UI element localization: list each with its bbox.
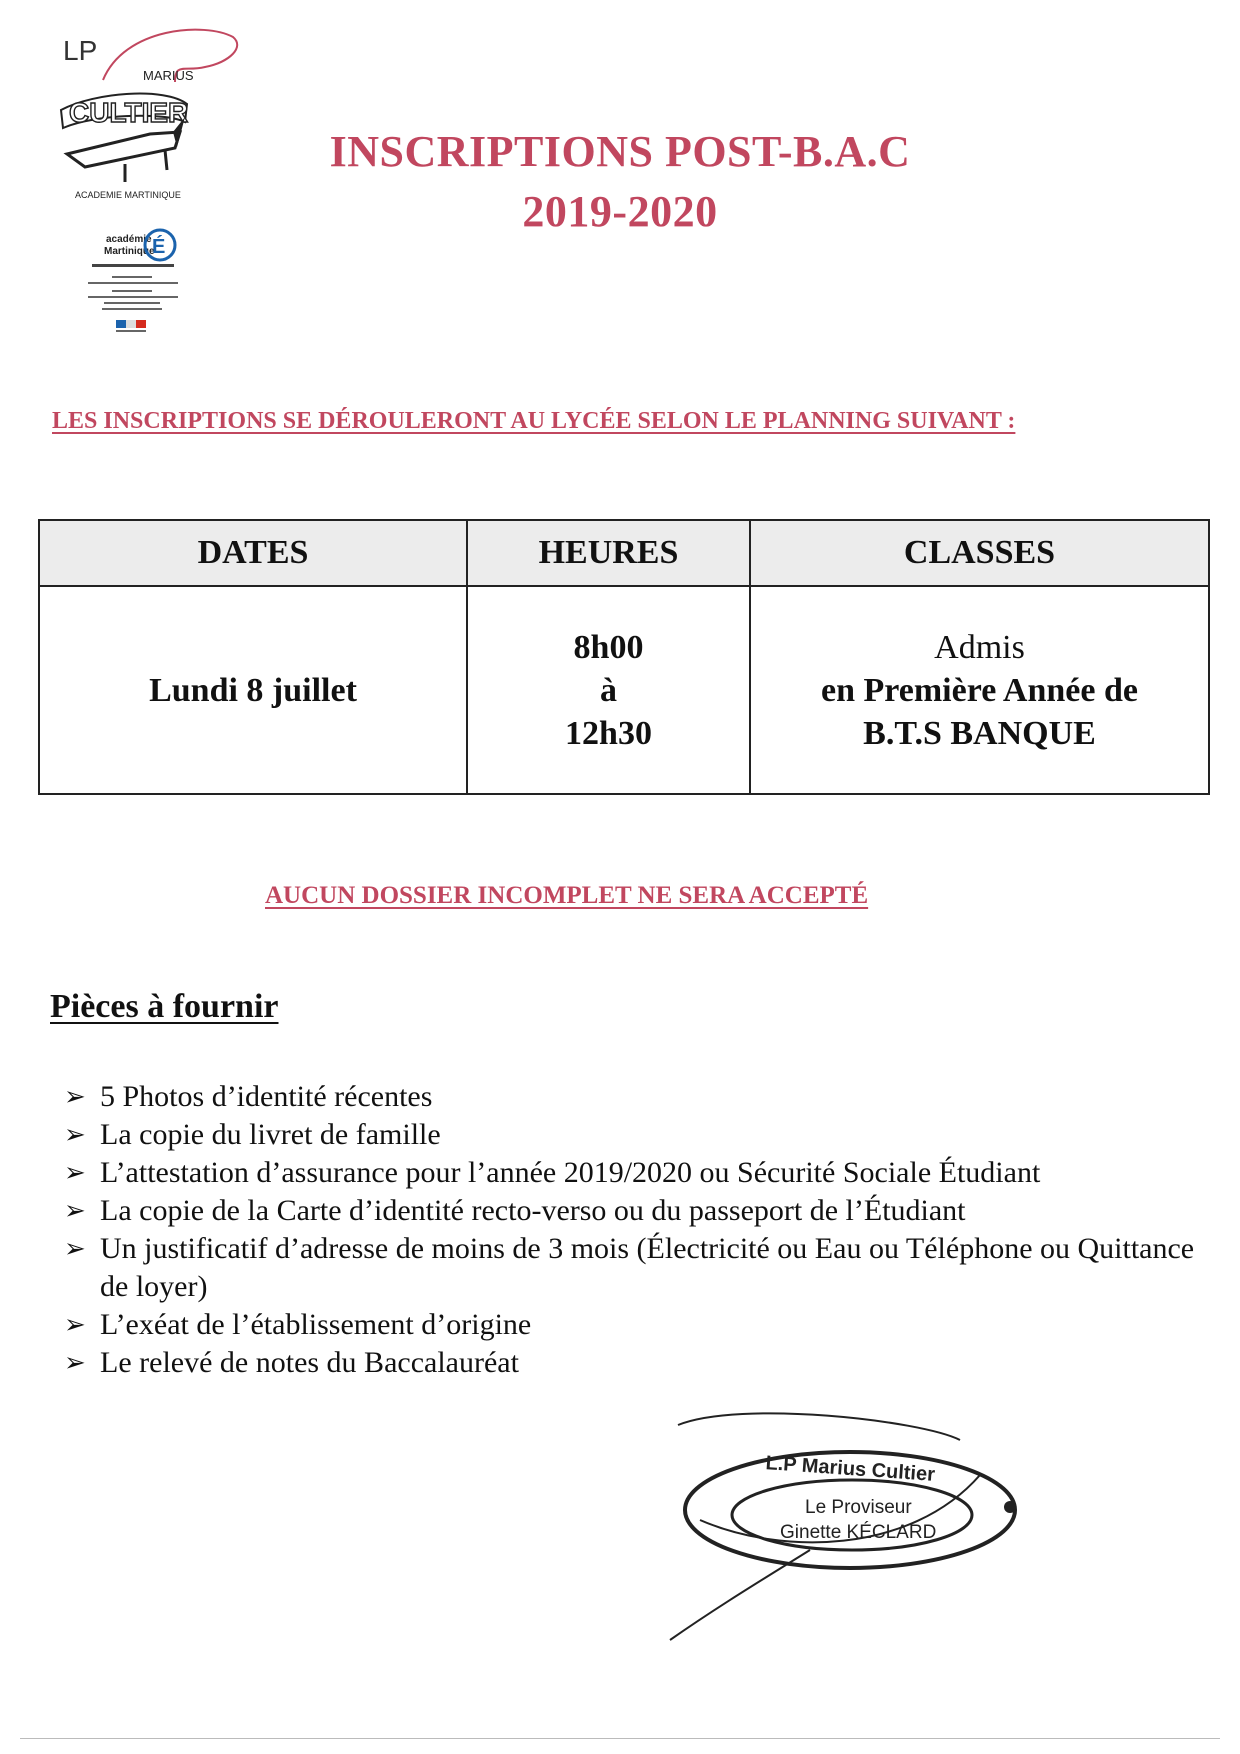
date-value: Lundi 8 juillet — [149, 671, 357, 709]
list-item — [64, 1306, 1204, 1344]
list-item — [64, 1344, 1204, 1382]
cell-class — [750, 586, 1209, 794]
schedule-table — [38, 519, 1210, 795]
time-separator: à — [600, 671, 617, 709]
class-line-3: B.T.S BANQUE — [863, 714, 1096, 752]
academie-logo-line1: académie — [106, 234, 152, 245]
logo-name-big: CULTIER — [69, 97, 189, 128]
page-bottom-rule — [20, 1738, 1220, 1739]
page-year: 2019-2020 — [522, 187, 718, 236]
arrowhead-bullet-icon: ➢ — [64, 1158, 86, 1187]
list-item-text: Le relevé de notes du Baccalauréat — [100, 1346, 519, 1379]
planning-intro: LES INSCRIPTIONS SE DÉROULERONT AU LYCÉE SELON LE PLANNING SUIVANT : — [52, 408, 1016, 434]
arrowhead-bullet-icon: ➢ — [64, 1120, 86, 1149]
logo-academie-caption: ACADEMIE MARTINIQUE — [75, 190, 181, 200]
incomplete-notice: AUCUN DOSSIER INCOMPLET NE SERA ACCEPTÉ — [265, 882, 869, 909]
list-item-text: La copie du livret de famille — [100, 1118, 441, 1151]
table-header-row — [39, 520, 1209, 586]
stamp-line-3: Ginette KÉCLARD — [780, 1522, 937, 1543]
class-line-2: en Première Année de — [821, 671, 1138, 709]
list-item-text: La copie de la Carte d’identité recto-verso ou du passeport de l’Étudiant — [100, 1194, 966, 1227]
academie-logo — [82, 228, 232, 348]
list-item-text: Un justificatif d’adresse de moins de 3 mois (Électricité ou Eau ou Téléphone ou Quittance de loyer) — [100, 1232, 1195, 1303]
list-item — [64, 1116, 1204, 1154]
signature-stroke — [678, 1413, 960, 1440]
list-item-text: L’attestation d’assurance pour l’année 2019/2020 ou Sécurité Sociale Étudiant — [100, 1156, 1041, 1189]
arrowhead-bullet-icon: ➢ — [64, 1234, 86, 1263]
pieces-heading: Pièces à fournir — [50, 988, 279, 1025]
official-stamp — [660, 1405, 1060, 1645]
logo-badge: LP — [63, 35, 98, 66]
list-item — [64, 1154, 1204, 1192]
stamp-line-2: Le Proviseur — [805, 1497, 912, 1518]
list-item — [64, 1230, 1204, 1306]
school-logo — [55, 22, 245, 212]
page-title: INSCRIPTIONS POST-B.A.C — [329, 127, 911, 176]
cell-time — [467, 586, 750, 794]
academie-logo-line2: Martinique — [104, 246, 155, 257]
arrowhead-bullet-icon: ➢ — [64, 1196, 86, 1225]
list-item-text: 5 Photos d’identité récentes — [100, 1080, 433, 1113]
header-heures: HEURES — [467, 520, 750, 586]
logo-name-small: MARIUS — [143, 68, 194, 83]
arrowhead-bullet-icon: ➢ — [64, 1082, 86, 1111]
cell-date — [39, 586, 467, 794]
header-dates: DATES — [39, 520, 467, 586]
list-item-text: L’exéat de l’établissement d’origine — [100, 1308, 532, 1341]
arrowhead-bullet-icon: ➢ — [64, 1348, 86, 1377]
list-item — [64, 1078, 1204, 1116]
class-line-1: Admis — [934, 628, 1025, 666]
time-start: 8h00 — [573, 628, 644, 666]
stamp-star-icon — [1004, 1501, 1016, 1513]
list-item — [64, 1192, 1204, 1230]
svg-text:É: É — [152, 236, 166, 258]
arrowhead-bullet-icon: ➢ — [64, 1310, 86, 1339]
header-classes: CLASSES — [750, 520, 1209, 586]
pieces-list — [64, 1078, 1204, 1382]
stamp-line-1: L.P Marius Cultier — [764, 1452, 936, 1486]
time-end: 12h30 — [565, 714, 652, 752]
table-row — [39, 586, 1209, 794]
